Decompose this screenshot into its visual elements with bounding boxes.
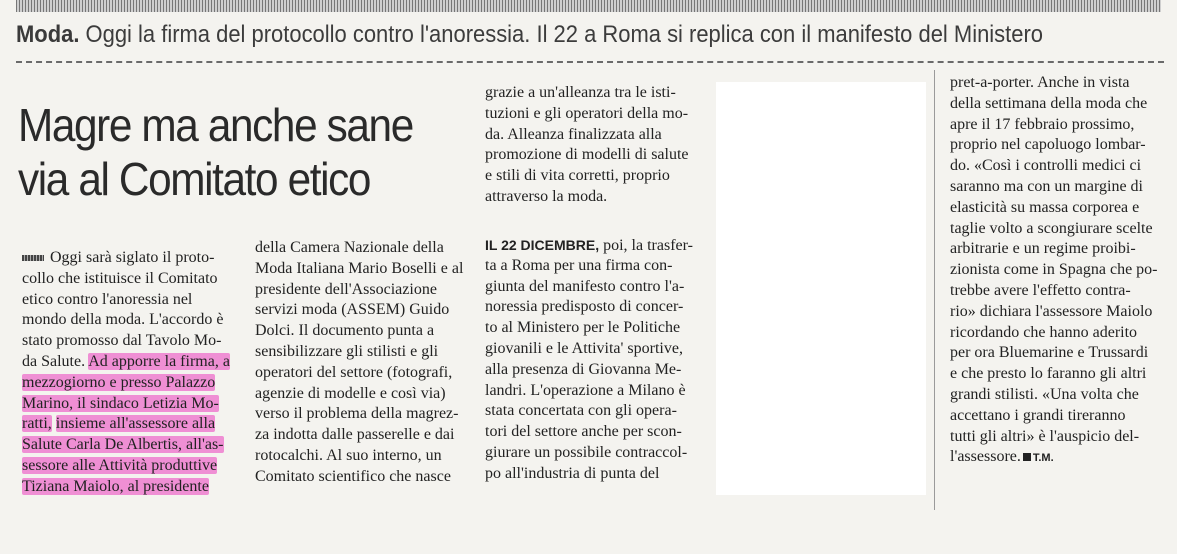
text-line: attraverso la moda. (485, 187, 608, 205)
kicker-text: Oggi la firma del protocollo contro l'anoressia. Il 22 a Roma si replica con il manifesto del Ministero (85, 21, 1043, 48)
text-line: Comitato scientifico che nasce (255, 467, 451, 485)
text-line: servizi moda (ASSEM) Guido (255, 301, 450, 319)
text-line: etico contro l'anoressia nel (22, 290, 193, 308)
text-line: taglie volto a scongiurare scelte (950, 219, 1153, 237)
text-line: della Camera Nazionale della (255, 239, 444, 256)
text-line: grazie a un'alleanza tra le isti- (485, 84, 676, 101)
text-line: do. «Così i controlli medici ci (950, 157, 1142, 175)
text-line: Oggi sarà siglato il proto- (22, 248, 244, 269)
text-line: mondo della moda. L'accordo è (22, 311, 224, 329)
text-line: giovanili e le Attivita' sportive, (485, 339, 683, 357)
text-line: stata concertata con gli opera- (485, 402, 677, 420)
text-line (22, 394, 244, 415)
text-line: della settimana della moda che (950, 94, 1148, 112)
text-line: promozione di modelli di salute (485, 146, 689, 164)
text-line: po all'industria di punta del (485, 464, 660, 482)
text-line: pret-a-porter. Anche in vista (950, 74, 1130, 91)
text-line: l'assessore. T.M. (950, 448, 1054, 466)
text-line: IL 22 DICEMBRE, poi, la trasfer- (485, 237, 693, 254)
author-signature: T.M. (1032, 452, 1054, 465)
highlighted-text: ratti, (22, 415, 52, 433)
article-column-3-top (485, 83, 707, 208)
text-line: landri. L'operazione a Milano è (485, 381, 686, 399)
text-line: rio» dichiara l'assessore Maiolo (950, 302, 1153, 320)
top-rule (16, 0, 1161, 12)
text-line: agenzie di modelle e così via) (255, 384, 446, 402)
text-line: verso il problema della magrez- (255, 405, 459, 423)
text-line (22, 373, 244, 394)
article-column-1 (22, 248, 244, 498)
text-line: giurare un possibile contraccol- (485, 443, 688, 461)
highlighted-text: sessore alle Attività produttive (22, 456, 218, 474)
kicker (16, 14, 1068, 56)
highlighted-text: Ad apporre la firma, a (88, 352, 230, 370)
article-column-2 (255, 238, 477, 488)
highlighted-text: Marino, il sindaco Letizia Mo- (22, 394, 219, 412)
headline (18, 98, 450, 206)
text-line: collo che istituisce il Comitato (22, 269, 218, 287)
text-line: ricordando che hanno aderito (950, 323, 1138, 341)
end-mark-icon (1023, 453, 1031, 461)
text-line: proprio nel capoluogo lombar- (950, 136, 1146, 154)
highlighted-text: insieme all'assessore alla (55, 415, 216, 433)
text-line (22, 435, 244, 456)
text-line: accettano i grandi tireranno (950, 406, 1126, 424)
text-line: Moda Italiana Mario Boselli e al (255, 259, 464, 277)
text-line: zionista come in Spagna che po- (950, 261, 1158, 279)
text-line: trebbe avere l'effetto contra- (950, 281, 1131, 299)
highlighted-text: Salute Carla De Albertis, all'as- (22, 436, 224, 454)
text-line: presidente dell'Associazione (255, 280, 437, 298)
article-column-3-bottom (485, 235, 707, 485)
text-line (22, 414, 244, 435)
text-line: tutti gli altri» è l'auspicio del- (950, 427, 1140, 445)
text-line: grandi stilisti. «Una volta che (950, 385, 1139, 403)
text-line: sensibilizzare gli stilisti e gli (255, 342, 439, 360)
section-lead: IL 22 DICEMBRE, (485, 237, 600, 253)
kicker-lead: Moda. (16, 21, 80, 48)
text-line: da Salute. Ad apporre la firma, a (22, 352, 230, 370)
blank-image-area (716, 82, 926, 495)
text-line: operatori del settore (fotografi, (255, 363, 453, 381)
text-line: arbitrarie e un regime proibi- (950, 240, 1136, 258)
headline-line-1: Magre ma anche sane (18, 99, 413, 151)
text-line: ta a Roma per una firma con- (485, 256, 673, 274)
text-line: da. Alleanza finalizzata alla (485, 125, 662, 143)
text-line: e stili di vita corretti, proprio (485, 167, 670, 185)
highlighted-text: mezzogiorno e presso Palazzo (22, 373, 216, 391)
text-line: saranno ma con un margine di (950, 177, 1143, 195)
text-line: giunta del manifesto contro l'a- (485, 277, 685, 295)
text-line: stato promosso dal Tavolo Mo- (22, 332, 222, 350)
text-line: Dolci. Il documento punta a (255, 322, 435, 340)
kicker-divider (16, 61, 1164, 63)
column-divider (934, 70, 935, 510)
highlighted-text: Tiziana Maiolo, al presidente (22, 477, 209, 495)
paragraph-marker-icon (22, 255, 44, 261)
text-line: e che presto lo faranno gli altri (950, 365, 1147, 383)
text-line: alla presenza di Giovanna Me- (485, 360, 682, 378)
text-line: tuzioni e gli operatori della mo- (485, 104, 689, 122)
text-line: noressia predisposto di concer- (485, 298, 684, 316)
text-line (22, 456, 244, 477)
text-line: per ora Bluemarine e Trussardi (950, 344, 1149, 362)
headline-line-2: via al Comitato etico (18, 153, 371, 205)
text-line: tori del settore anche per scon- (485, 423, 682, 441)
article-column-4 (950, 73, 1164, 468)
text-line: apre il 17 febbraio prossimo, (950, 115, 1135, 133)
text-line: elasticità su massa corporea e (950, 198, 1140, 216)
text-line: za indotta dalle passerelle e dai (255, 426, 455, 444)
text-line: rotocalchi. Al suo interno, un (255, 446, 442, 464)
text-line (22, 477, 244, 498)
text-line: to al Ministero per le Politiche (485, 319, 681, 337)
